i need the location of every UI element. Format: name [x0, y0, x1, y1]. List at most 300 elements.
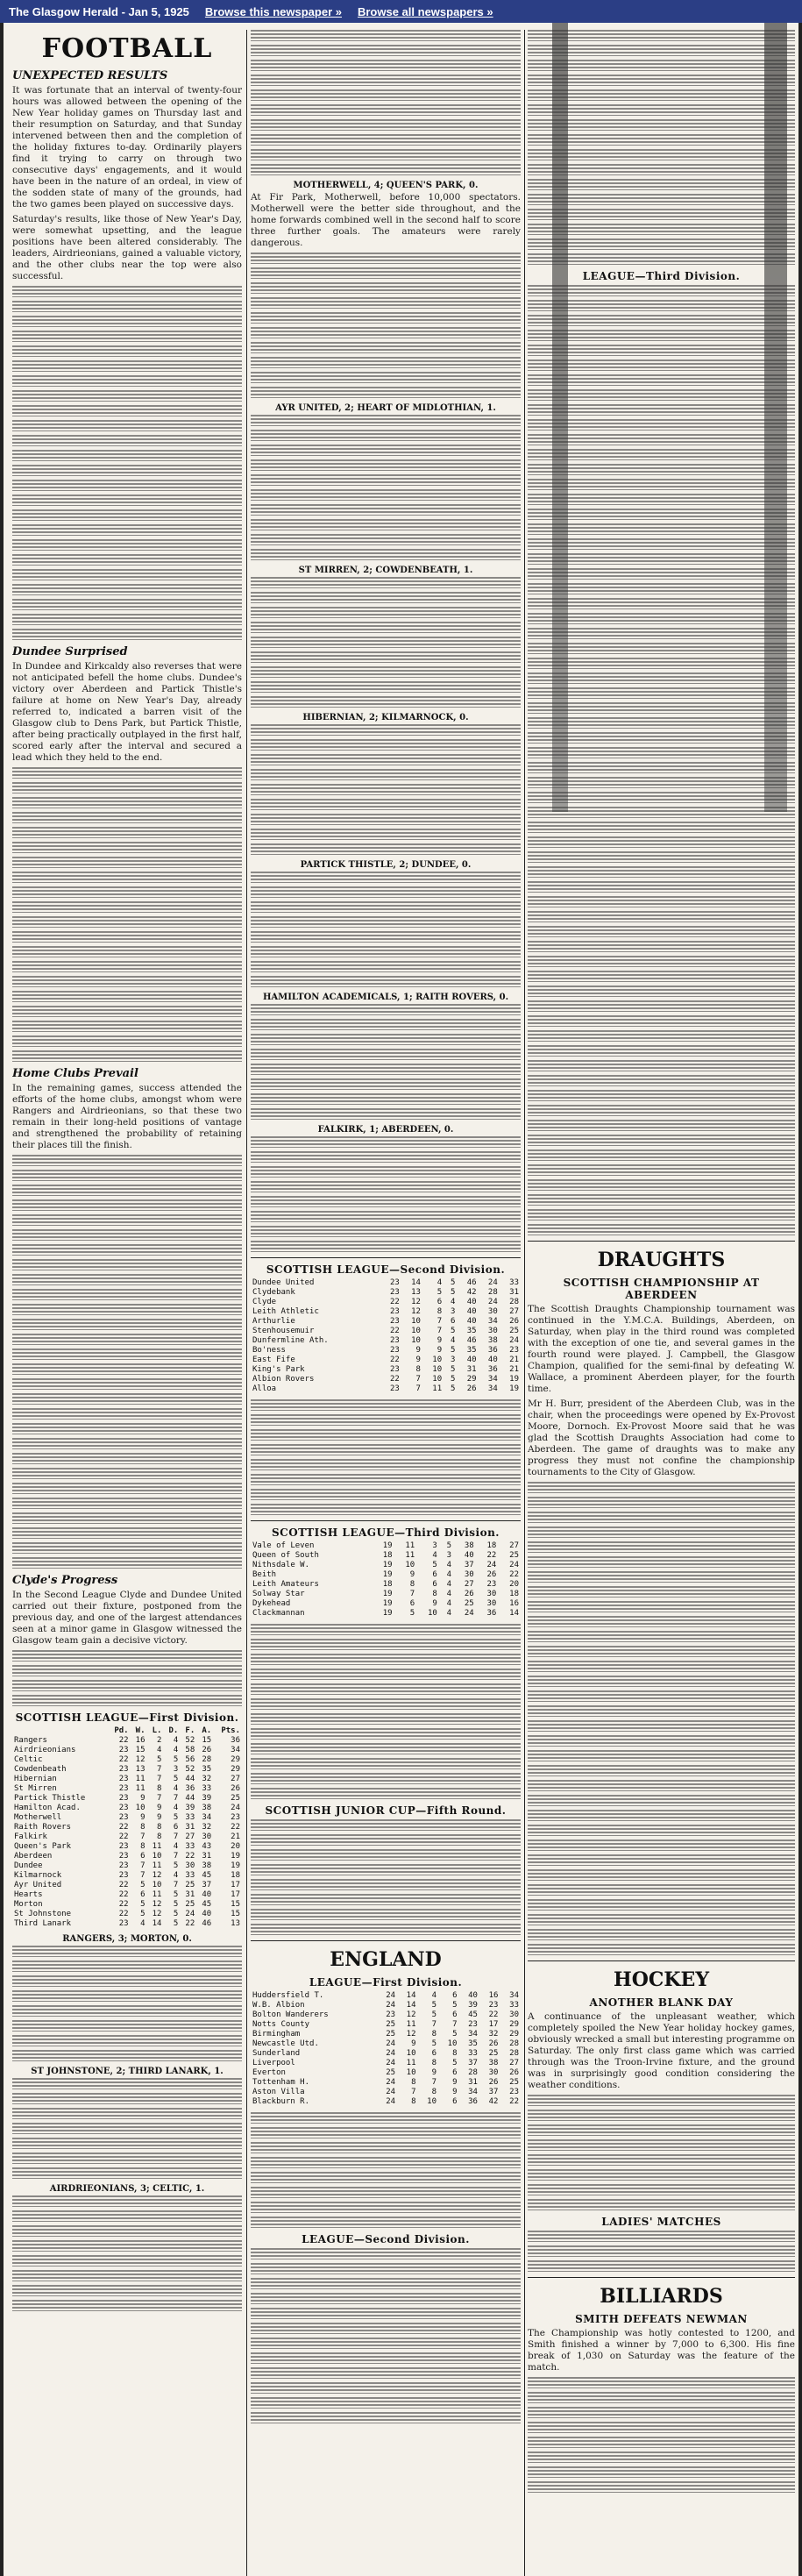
table-cell: Vale of Leven: [252, 1541, 315, 1550]
table-cell: 18: [382, 1580, 393, 1589]
table-cell: 4: [446, 1590, 452, 1598]
subheadline: SCOTTISH CHAMPIONSHIP AT ABERDEEN: [563, 1277, 760, 1301]
table-cell: 5: [173, 1861, 179, 1870]
table-cell: 37: [468, 2059, 478, 2067]
table-cell: 24: [386, 2078, 396, 2087]
table-cell: 35: [468, 2039, 478, 2048]
table-row: [251, 2049, 521, 2059]
table-cell: 25: [386, 2068, 396, 2077]
table-cell: 24: [509, 1561, 519, 1569]
table-cell: 23: [389, 1336, 400, 1345]
match-heading: FALKIRK, 1; ABERDEEN, 0.: [317, 1125, 454, 1135]
table-row: [251, 1327, 521, 1336]
table-cell: 10: [406, 2049, 416, 2058]
table-cell: 23: [389, 1365, 400, 1374]
table-cell: Bo'ness: [252, 1346, 286, 1355]
table-cell: 10: [427, 1609, 437, 1618]
table-cell: 29: [466, 1375, 477, 1384]
table-cell: 7: [411, 2088, 416, 2096]
table-row: [12, 1910, 242, 1919]
table-cell: 5: [173, 1919, 179, 1928]
table-cell: 18: [509, 1590, 519, 1598]
table-cell: 10: [405, 1561, 415, 1569]
table-cell: 5: [173, 1890, 179, 1899]
table-cell: 43: [202, 1842, 212, 1851]
table-cell: 18: [382, 1551, 393, 1560]
table-cell: 5: [452, 2001, 458, 2010]
table-row: [251, 1561, 521, 1570]
browse-all-newspapers-link[interactable]: Browse all newspapers »: [357, 4, 493, 18]
section-title: ENGLAND: [330, 1948, 442, 1971]
table-row: [251, 1336, 521, 1346]
table-cell: 25: [386, 2020, 396, 2029]
table-cell: 14: [509, 1609, 519, 1618]
table-cell: 9: [415, 1346, 421, 1355]
table-cell: 7: [415, 1375, 421, 1384]
table-cell: 6: [140, 1852, 145, 1861]
table-cell: 22: [118, 1832, 129, 1841]
article-paragraph: The Scottish Draughts Championship tournament was continued in the Y.M.C.A. Buildings, Aberdeen, on Saturday, when play in the third round was completed with the exception of one tie, and several games in the fourth round were played. J. Campbell, the Glasgow Champion, qualified for the semi-final by defeating W. Wallace, a prominent Aberdeen player, for the fourth time.: [528, 1304, 795, 1394]
table-cell: 23: [118, 1919, 129, 1928]
table-cell: 5: [140, 1910, 145, 1918]
table-cell: 37: [464, 1561, 474, 1569]
table-cell: 52: [185, 1736, 195, 1745]
table-cell: 8: [409, 1580, 415, 1589]
table-cell: 45: [468, 2010, 478, 2019]
table-cell: 10: [135, 1804, 145, 1812]
table-cell: 31: [468, 2078, 478, 2087]
table-cell: 21: [231, 1832, 240, 1841]
table-cell: 19: [382, 1541, 393, 1550]
table-cell: 34: [509, 1991, 519, 2000]
table-cell: 19: [382, 1609, 393, 1618]
table-row: [251, 1346, 521, 1356]
table-cell: 36: [468, 2097, 478, 2106]
table-row: [251, 1541, 521, 1551]
table-cell: 24: [386, 2097, 396, 2106]
table-cell: Falkirk: [14, 1832, 47, 1841]
table-cell: Newcastle Utd.: [252, 2039, 319, 2048]
table-cell: 32: [202, 1823, 212, 1832]
table-cell: 39: [202, 1794, 212, 1803]
table-cell: 7: [173, 1794, 179, 1803]
table-cell: Albion Rovers: [252, 1375, 315, 1384]
table-cell: 27: [509, 1307, 519, 1316]
table-row: [12, 1813, 242, 1823]
table-cell: Dundee United: [252, 1278, 315, 1287]
table-cell: 5: [451, 1288, 456, 1297]
league-table-second-division: [251, 1278, 521, 1394]
table-cell: 10: [152, 1852, 162, 1861]
table-cell: 4: [431, 1991, 436, 2000]
table-cell: 33: [185, 1871, 195, 1880]
table-cell: 9: [140, 1813, 145, 1822]
table-cell: 5: [451, 1278, 456, 1287]
table-cell: 21: [509, 1365, 519, 1374]
table-header-cell: W.: [135, 1726, 145, 1735]
section-title: HOCKEY: [613, 1968, 710, 1991]
table-cell: 5: [446, 1541, 452, 1550]
table-row: [251, 2088, 521, 2097]
table-cell: Morton: [14, 1900, 43, 1909]
table-cell: 22: [509, 1570, 519, 1579]
table-cell: 24: [486, 1561, 497, 1569]
league-table-first-division: [12, 1726, 242, 1929]
table-cell: 24: [509, 1336, 519, 1345]
table-cell: 35: [466, 1327, 477, 1335]
table-cell: 5: [157, 1755, 162, 1764]
table-cell: 40: [466, 1307, 477, 1316]
table-cell: 22: [231, 1823, 240, 1832]
table-row: [251, 1991, 521, 2001]
table-cell: 5: [173, 1910, 179, 1918]
match-heading: MOTHERWELL, 4; QUEEN'S PARK, 0.: [293, 181, 479, 190]
table-cell: 29: [231, 1755, 240, 1764]
table-cell: East Fife: [252, 1356, 295, 1364]
league-table-third-division: [251, 1541, 521, 1619]
table-cell: 30: [488, 2068, 499, 2077]
table-cell: 38: [488, 2059, 499, 2067]
table-cell: 9: [157, 1804, 162, 1812]
table-cell: 23: [386, 2010, 396, 2019]
table-cell: 16: [488, 1991, 499, 2000]
table-cell: 31: [509, 1288, 519, 1297]
table-cell: 6: [436, 1298, 443, 1306]
table-cell: 38: [202, 1804, 212, 1812]
table-cell: 22: [389, 1298, 400, 1306]
table-cell: 5: [452, 2030, 458, 2039]
table-cell: 14: [411, 1278, 421, 1287]
table-cell: 8: [415, 1365, 421, 1374]
table-cell: 23: [118, 1871, 129, 1880]
table-cell: 8: [432, 1590, 437, 1598]
table-cell: 23: [389, 1288, 400, 1297]
table-cell: 33: [509, 1278, 519, 1287]
table-cell: 4: [173, 1736, 179, 1745]
table-cell: 34: [487, 1375, 498, 1384]
table-row: [251, 1590, 521, 1599]
article-paragraph: Mr H. Burr, president of the Aberdeen Club, was in the chair, when the proceedings were opened by Ex-Provost Moore, Dornoch. Ex-Provost Moore said that he was glad the Scottish Draughts Association had come to Aberdeen. The game of draughts was to make any progress they must not confine the championship tournaments to the City of Glasgow.: [528, 1398, 795, 1477]
table-cell: 27: [509, 2059, 519, 2067]
table-cell: 7: [157, 1775, 162, 1783]
table-cell: Kilmarnock: [14, 1871, 62, 1880]
table-cell: 7: [436, 1317, 443, 1326]
table-cell: 11: [152, 1842, 162, 1851]
column-rule: [524, 30, 525, 2576]
table-cell: Clyde: [252, 1298, 277, 1306]
table-cell: 22: [118, 1823, 129, 1832]
table-cell: 23: [486, 1580, 497, 1589]
table-cell: 12: [152, 1910, 162, 1918]
table-cell: 10: [432, 1356, 443, 1364]
table-cell: 10: [406, 2068, 416, 2077]
table-row: [251, 2030, 521, 2039]
table-row: [251, 1570, 521, 1580]
newspaper-title: The Glasgow Herald - Jan 5, 1925: [9, 4, 189, 18]
table-cell: 40: [468, 1991, 478, 2000]
table-cell: 26: [488, 2078, 499, 2087]
table-cell: 28: [202, 1755, 212, 1764]
column-rule: [246, 30, 247, 2576]
table-cell: 17: [231, 1881, 240, 1889]
table-cell: 23: [488, 2001, 499, 2010]
table-cell: 7: [173, 1881, 179, 1889]
table-cell: 22: [118, 1755, 129, 1764]
subheadline: Clyde's Progress: [12, 1574, 118, 1587]
table-cell: 40: [464, 1551, 474, 1560]
table-cell: 6: [173, 1823, 179, 1832]
table-cell: 6: [431, 2049, 436, 2058]
article-paragraph: It was fortunate that an interval of twenty-four hours was allowed between the opening of the New Year holiday games on Thursday last and their resumption on Saturday, and that Sunday intervened between then and the completion of the holiday fixtures to-day. Ordinarily players find it trying to carry on through two consecutive days' engagements, and it would have been in the nature of an ordeal, in view of the sodden state of many of the grounds, had the two games been played on successive days.: [12, 85, 242, 210]
table-cell: 28: [468, 2068, 478, 2077]
table-cell: 38: [464, 1541, 474, 1550]
table-cell: 19: [509, 1375, 519, 1384]
table-cell: 40: [202, 1890, 212, 1899]
table-row: [251, 1384, 521, 1394]
article-paragraph: A continuance of the unpleasant weather, which completely spoiled the New Year holiday hockey games, obviously wrecked a small but interesting programme on Saturday. The only first class game which was carried through was the Troon-Irvine fixture, and the ground was in surprisingly good condition considering the weather conditions.: [528, 2011, 795, 2090]
table-cell: 6: [432, 1570, 437, 1579]
table-cell: 4: [446, 1561, 452, 1569]
table-header-cell: Pts.: [221, 1726, 240, 1735]
column-football: [12, 30, 242, 2576]
table-row: [251, 1375, 521, 1384]
table-cell: 26: [202, 1746, 212, 1754]
table-header-cell: A.: [202, 1726, 212, 1735]
table-cell: 31: [202, 1852, 212, 1861]
league-table-england-first: [251, 1991, 521, 2107]
match-heading: ST JOHNSTONE, 2; THIRD LANARK, 1.: [31, 2067, 224, 2076]
table-row: [251, 1298, 521, 1307]
table-row: [251, 1365, 521, 1375]
table-cell: 30: [487, 1327, 498, 1335]
table-cell: 19: [509, 1384, 519, 1393]
table-cell: Dunfermline Ath.: [252, 1336, 329, 1345]
table-cell: Queen of South: [252, 1551, 319, 1560]
table-cell: 32: [488, 2030, 499, 2039]
table-cell: 46: [202, 1919, 212, 1928]
section-title: FOOTBALL: [41, 33, 213, 64]
table-cell: 3: [446, 1551, 452, 1560]
table-cell: 30: [487, 1307, 498, 1316]
table-row: [12, 1746, 242, 1755]
table-cell: 25: [464, 1599, 474, 1608]
table-cell: 8: [452, 2049, 458, 2058]
table-cell: 40: [466, 1356, 477, 1364]
table-cell: 6: [452, 2097, 458, 2106]
table-cell: 46: [466, 1336, 477, 1345]
table-cell: 23: [389, 1384, 400, 1393]
table-cell: Cowdenbeath: [14, 1765, 67, 1774]
table-cell: 25: [509, 1551, 519, 1560]
table-row: [12, 1919, 242, 1929]
table-cell: 22: [509, 2097, 519, 2106]
table-cell: 10: [447, 2039, 458, 2048]
table-cell: 12: [152, 1900, 162, 1909]
table-cell: Beith: [252, 1570, 277, 1579]
table-cell: 12: [411, 1298, 421, 1306]
table-cell: 18: [231, 1871, 240, 1880]
table-cell: 25: [231, 1794, 240, 1803]
article-paragraph: Saturday's results, like those of New Year's Day, were somewhat upsetting, and the league positions have been altered considerably. The leaders, Airdrieonians, gained a valuable victory, and the other clubs near the top were also successful.: [12, 214, 242, 281]
table-cell: 24: [386, 2059, 396, 2067]
section-title: DRAUGHTS: [597, 1249, 726, 1271]
table-cell: 7: [173, 1852, 179, 1861]
table-cell: 39: [185, 1804, 195, 1812]
table-cell: 24: [464, 1609, 474, 1618]
table-cell: 18: [486, 1541, 497, 1550]
table-cell: Notts County: [252, 2020, 310, 2029]
table-cell: 28: [509, 2049, 519, 2058]
table-cell: 23: [118, 1804, 129, 1812]
table-cell: 4: [446, 1580, 452, 1589]
table-cell: 12: [411, 1307, 421, 1316]
table-cell: 8: [436, 1307, 443, 1316]
table-cell: 25: [386, 2030, 396, 2039]
table-cell: 23: [389, 1307, 400, 1316]
table-cell: 19: [382, 1599, 393, 1608]
table-cell: 9: [432, 1599, 437, 1608]
table-cell: 8: [140, 1842, 145, 1851]
table-row: [251, 2020, 521, 2030]
table-cell: 9: [415, 1356, 421, 1364]
table-cell: 5: [140, 1900, 145, 1909]
table-cell: 23: [118, 1813, 129, 1822]
table-cell: Clackmannan: [252, 1609, 305, 1618]
table-cell: 23: [118, 1765, 129, 1774]
subheadline: ANOTHER BLANK DAY: [589, 1996, 734, 2009]
table-cell: 46: [466, 1278, 477, 1287]
table-header-row: [12, 1726, 242, 1736]
table-cell: 10: [411, 1336, 421, 1345]
article-paragraph: In Dundee and Kirkcaldy also reverses that were not anticipated befell the home clubs. Dundee's victory over Aberdeen and Partick Thistle's failure at home on New Year's Day, already referred to, indicated a barren visit of the Glasgow club to Dens Park, but Partick Thistle, after being practically outplayed in the first half, scored early after the interval and secured a lead which they held to the end.: [12, 661, 242, 763]
table-cell: 34: [468, 2030, 478, 2039]
table-cell: 24: [487, 1278, 498, 1287]
match-report: At Fir Park, Motherwell, before 10,000 spectators. Motherwell were the better side throughout, and the home forwards combined well in the second half to score three further goals. The amateurs were rarely dangerous.: [251, 192, 521, 248]
league-table-title: LEAGUE—Third Division.: [582, 270, 741, 282]
table-cell: Partick Thistle: [14, 1794, 86, 1803]
table-cell: 26: [509, 1317, 519, 1326]
table-cell: 9: [140, 1794, 145, 1803]
table-cell: Queen's Park: [14, 1842, 72, 1851]
table-cell: 6: [432, 1580, 437, 1589]
table-cell: Hamilton Acad.: [14, 1804, 81, 1812]
table-cell: 25: [509, 2078, 519, 2087]
table-cell: 5: [431, 2010, 436, 2019]
table-cell: 11: [135, 1784, 145, 1793]
table-row: [251, 1609, 521, 1619]
table-cell: 5: [140, 1881, 145, 1889]
table-row: [251, 2097, 521, 2107]
table-cell: 58: [185, 1746, 195, 1754]
table-cell: 37: [488, 2088, 499, 2096]
table-cell: 27: [231, 1775, 240, 1783]
table-cell: 23: [118, 1784, 129, 1793]
table-row: [251, 2010, 521, 2020]
table-cell: 22: [185, 1919, 195, 1928]
table-row: [251, 1356, 521, 1365]
table-cell: 26: [466, 1384, 477, 1393]
table-cell: 8: [157, 1784, 162, 1793]
table-cell: 7: [409, 1590, 415, 1598]
table-row: [12, 1842, 242, 1852]
table-cell: Stenhousemuir: [252, 1327, 315, 1335]
table-cell: 8: [431, 2030, 436, 2039]
table-cell: 36: [231, 1736, 240, 1745]
table-cell: 5: [173, 1813, 179, 1822]
table-cell: 23: [118, 1746, 129, 1754]
table-cell: 7: [140, 1871, 145, 1880]
table-row: [251, 1317, 521, 1327]
browse-newspaper-link[interactable]: Browse this newspaper »: [204, 4, 342, 18]
table-cell: 28: [509, 1298, 519, 1306]
match-heading: HAMILTON ACADEMICALS, 1; RAITH ROVERS, 0.: [262, 993, 509, 1002]
table-row: [12, 1881, 242, 1890]
match-heading: RANGERS, 3; MORTON, 0.: [62, 1934, 192, 1944]
table-cell: 35: [466, 1346, 477, 1355]
table-cell: 30: [464, 1570, 474, 1579]
table-cell: 15: [135, 1746, 145, 1754]
table-cell: 28: [509, 2039, 519, 2048]
table-cell: 4: [446, 1599, 452, 1608]
table-row: [251, 1288, 521, 1298]
table-cell: St Johnstone: [14, 1910, 72, 1918]
table-cell: 7: [415, 1384, 421, 1393]
table-cell: 23: [389, 1346, 400, 1355]
table-cell: 25: [509, 1327, 519, 1335]
table-cell: 22: [118, 1881, 129, 1889]
table-row: [251, 2001, 521, 2010]
table-cell: 6: [452, 2010, 458, 2019]
section-title: BILLIARDS: [600, 2285, 723, 2308]
table-cell: 3: [451, 1307, 456, 1316]
table-cell: 24: [185, 1910, 195, 1918]
table-cell: 39: [468, 2001, 478, 2010]
table-cell: 4: [173, 1842, 179, 1851]
table-cell: 4: [157, 1746, 162, 1754]
table-cell: 16: [509, 1599, 519, 1608]
table-cell: 26: [509, 2068, 519, 2077]
table-cell: 36: [185, 1784, 195, 1793]
table-cell: 6: [452, 2068, 458, 2077]
table-cell: 20: [509, 1580, 519, 1589]
table-cell: 29: [509, 2020, 519, 2029]
table-cell: Everton: [252, 2068, 286, 2077]
table-header-cell: D.: [168, 1726, 179, 1735]
subheadline: Dundee Surprised: [12, 645, 128, 658]
subheadline: UNEXPECTED RESULTS: [12, 69, 168, 82]
table-cell: Tottenham H.: [252, 2078, 310, 2087]
table-header-cell: L.: [152, 1726, 162, 1735]
table-cell: 22: [118, 1736, 129, 1745]
table-cell: 4: [451, 1298, 456, 1306]
table-cell: 36: [487, 1346, 498, 1355]
table-cell: 52: [185, 1765, 195, 1774]
table-cell: 26: [464, 1590, 474, 1598]
table-cell: 34: [468, 2088, 478, 2096]
table-cell: 7: [173, 1832, 179, 1841]
table-cell: 32: [202, 1775, 212, 1783]
table-cell: 23: [389, 1278, 400, 1287]
table-cell: Alloa: [252, 1384, 277, 1393]
table-cell: 19: [382, 1590, 393, 1598]
table-row: [251, 2068, 521, 2078]
table-cell: Raith Rovers: [14, 1823, 72, 1832]
table-cell: 4: [432, 1551, 437, 1560]
subheadline: SMITH DEFEATS NEWMAN: [575, 2313, 748, 2325]
table-cell: 8: [431, 2088, 436, 2096]
match-heading: ST MIRREN, 2; COWDENBEATH, 1.: [298, 566, 473, 575]
table-cell: 4: [140, 1919, 145, 1928]
